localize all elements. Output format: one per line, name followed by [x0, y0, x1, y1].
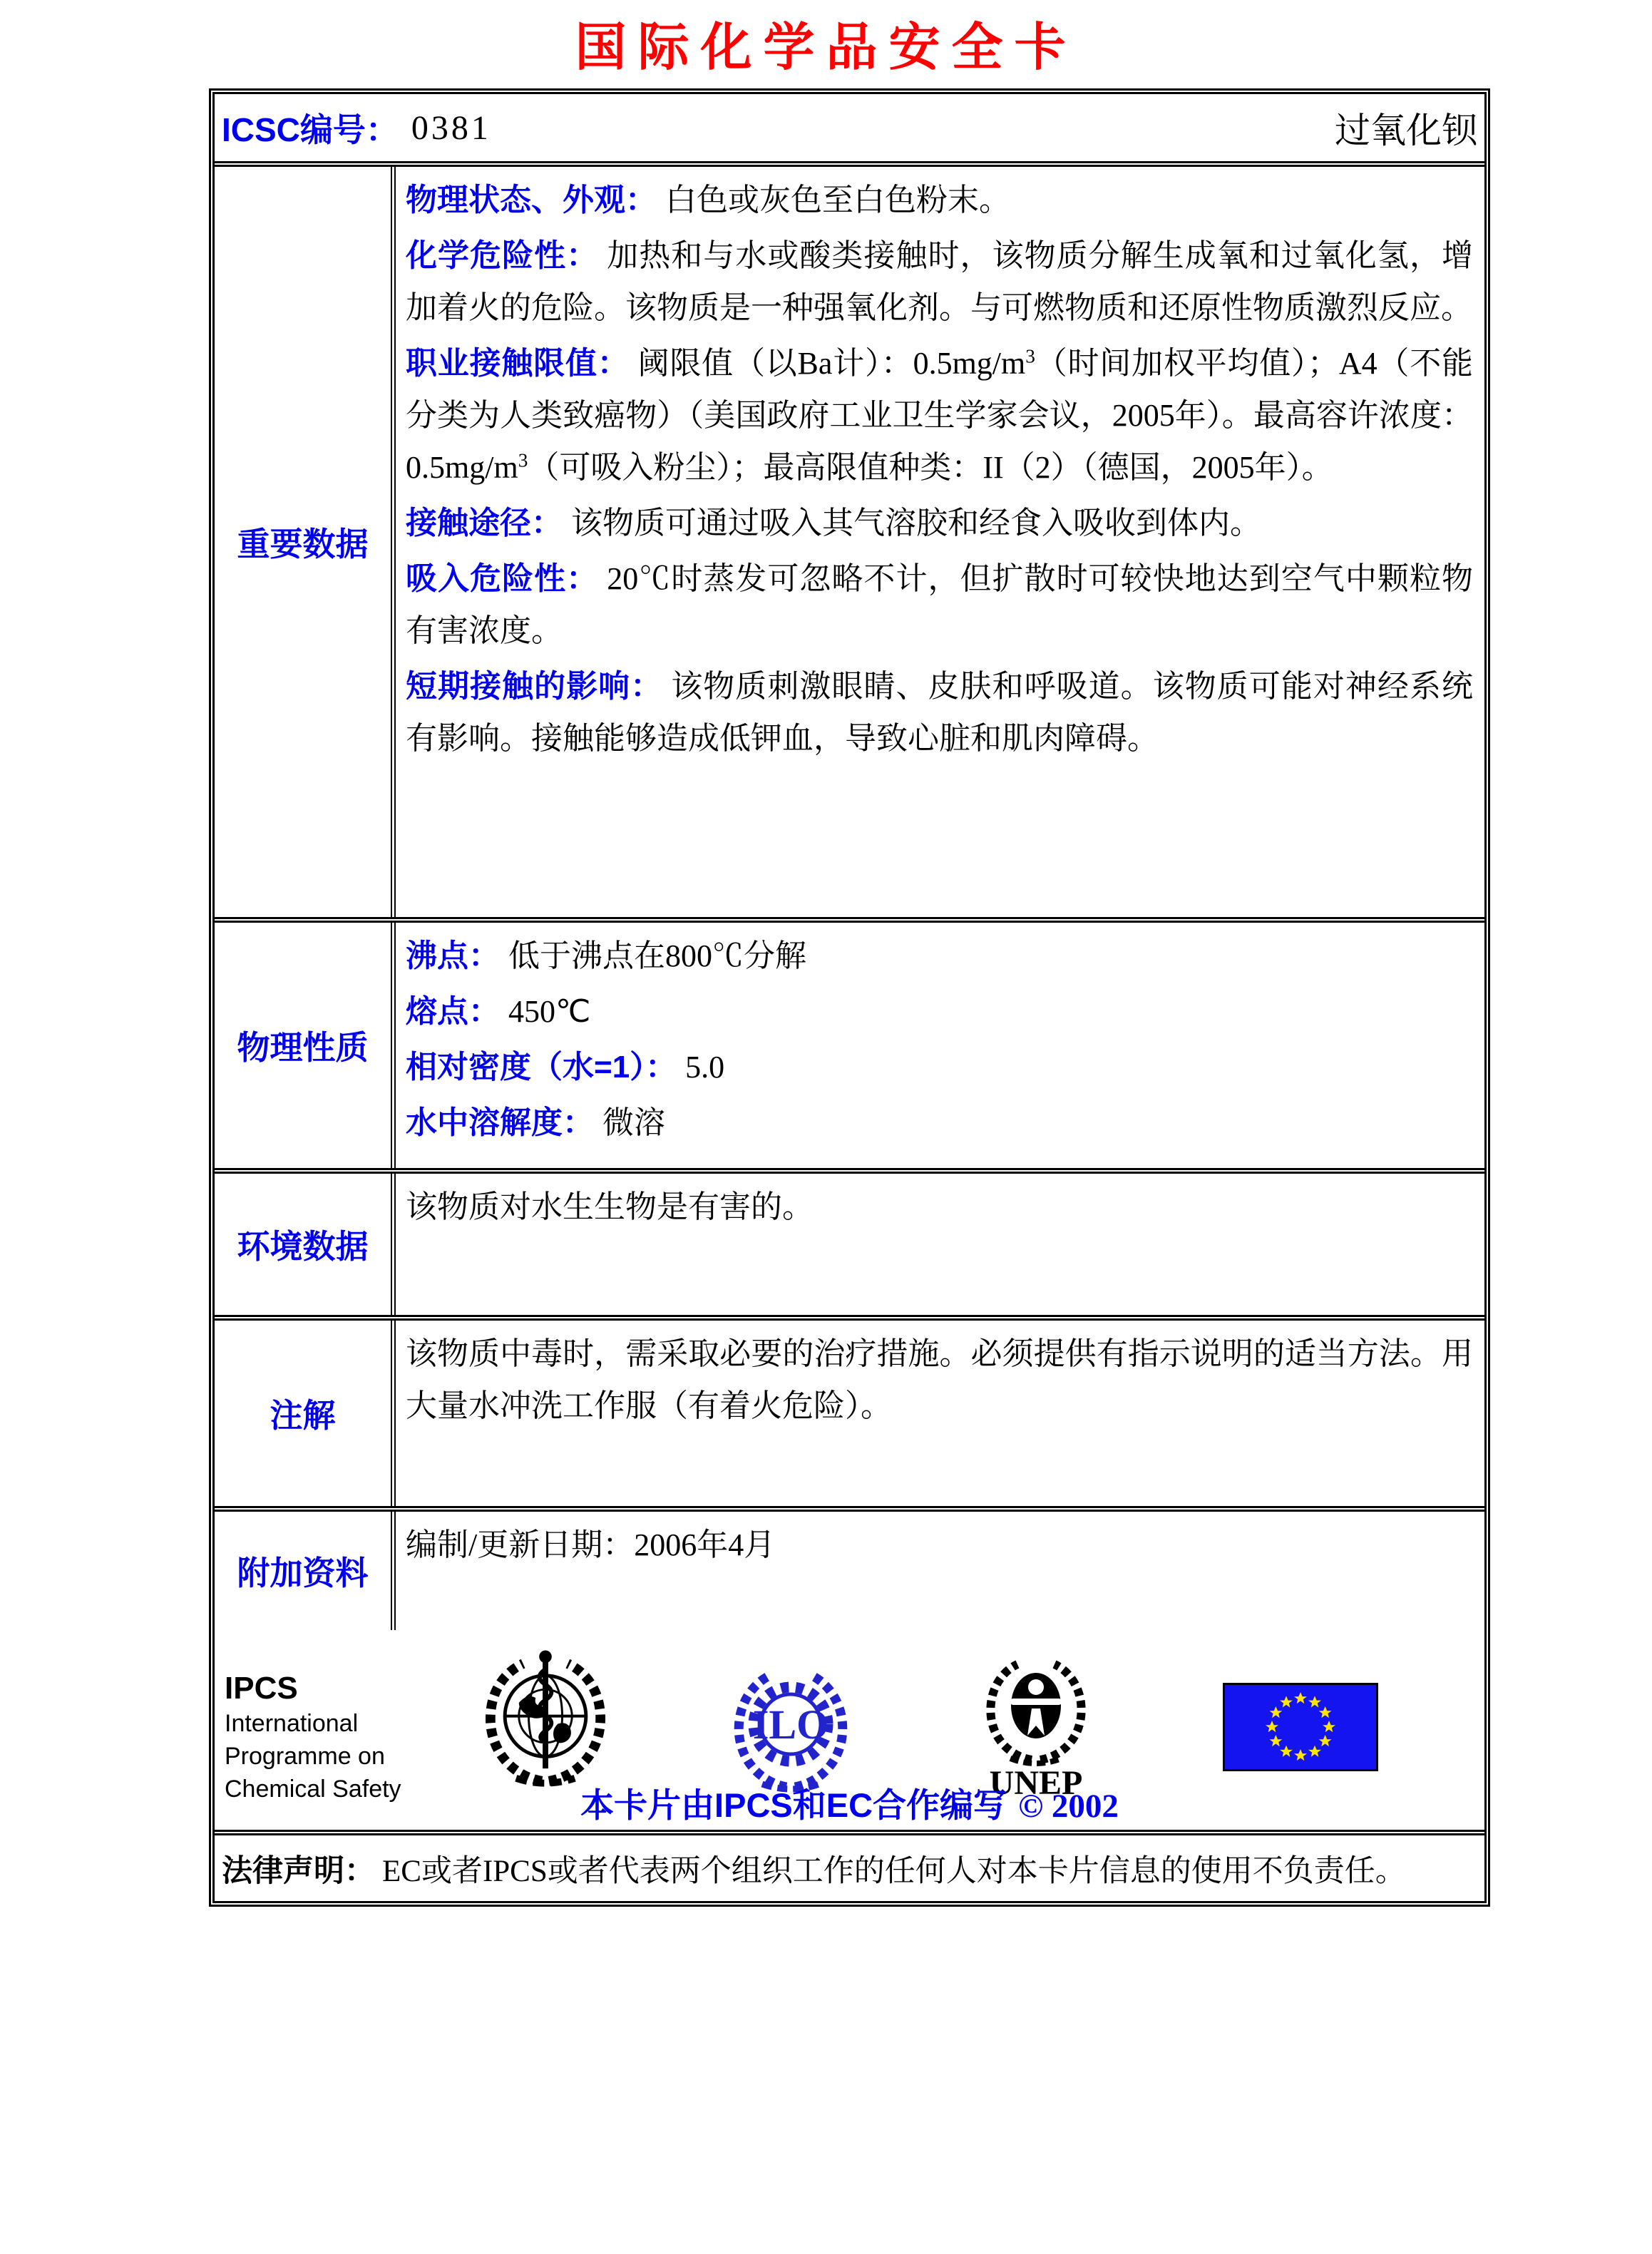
eu-flag-icon: [1223, 1683, 1378, 1771]
field-label: 职业接触限值：: [406, 346, 630, 381]
page-title: 国际化学品安全卡: [575, 19, 1077, 76]
section-content-notes: [396, 1321, 1484, 1506]
field-label: 沸点：: [406, 938, 500, 973]
unep-icon: [975, 1646, 1097, 1801]
section-environmental-data: [215, 1174, 1484, 1321]
field: 短期接触的影响： 该物质刺激眼睛、皮肤和呼吸道。该物质可能对神经系统有影响。接触能够造成低钾血，导致心脏和肌肉障碍。: [406, 669, 1473, 756]
section-physical-properties: [215, 923, 1484, 1174]
field: 化学危险性： 加热和与水或酸类接触时，该物质分解生成氧和过氧化氢，增加着火的危险。该物质是一种强氧化剂。与可燃物质和还原性物质激烈反应。: [406, 238, 1473, 325]
section-content-additional-info: [396, 1512, 1484, 1630]
legal-text: EC或者IPCS或者代表两个组织工作的任何人对本卡片信息的使用不负责任。: [382, 1854, 1406, 1888]
ipcs-line-2: Programme on: [225, 1743, 385, 1770]
ilo-logo-text: ILO: [752, 1701, 829, 1748]
field: 职业接触限值： 阈限值（以Ba计）：$0.5mg/m^3$（时间加权平均值）；A4（不能分类为人类致癌物）（美国政府工业卫生学家会议，2005年）。最高容许浓度：$0.5mg/m^3$（可吸入粉尘）；最高限值种类：II（2）（德国，2005年）。: [406, 345, 1473, 485]
section-label-important-data: 重要数据: [215, 167, 396, 917]
field-label: 熔点：: [406, 994, 500, 1029]
copyright-line: [215, 1779, 1484, 1827]
field: 接触途径： 该物质可通过吸入其气溶胶和经食入吸收到体内。: [406, 506, 1261, 541]
section-content-physical-properties: [396, 923, 1484, 1168]
footer-row: [215, 1630, 1484, 1835]
section-label-environmental-data: 环境数据: [215, 1174, 396, 1315]
sections-container: [215, 167, 1484, 1630]
superscript: 3: [518, 449, 528, 471]
ipcs-acronym: IPCS: [225, 1671, 298, 1706]
who-icon: [476, 1647, 615, 1793]
icsc-card: [209, 88, 1490, 1907]
section-notes: [215, 1321, 1484, 1512]
field-label: 相对密度（水=1）：: [406, 1050, 677, 1085]
section-label-physical-properties: 物理性质: [215, 923, 396, 1168]
field-label: 吸入危险性：: [406, 561, 599, 596]
field: 物理状态、外观： 白色或灰色至白色粉末。: [406, 183, 1010, 217]
field-label: 水中溶解度：: [406, 1105, 594, 1140]
ipcs-line-3: Chemical Safety: [225, 1776, 401, 1803]
field-label: 物理状态、外观：: [406, 183, 657, 217]
field: 该物质对水生生物是有害的。: [406, 1189, 814, 1224]
field-label: 化学危险性：: [406, 238, 599, 273]
field: 熔点： 450℃: [406, 994, 591, 1029]
section-important-data: [215, 167, 1484, 923]
icsc-number-label: ICSC编号：: [222, 111, 399, 148]
copyright-year: © 2002: [1018, 1788, 1119, 1825]
field: 该物质中毒时，需采取必要的治疗措施。必须提供有指示说明的适当方法。用大量水冲洗工作服（有着火危险）。: [406, 1336, 1473, 1423]
chemical-name: 过氧化钡: [1335, 111, 1477, 150]
field: 吸入危险性： 20℃时蒸发可忽略不计，但扩散时可较快地达到空气中颗粒物有害浓度。: [406, 561, 1473, 648]
copyright-text: 本卡片由IPCS和EC合作编写: [580, 1786, 1007, 1824]
section-additional-info: [215, 1512, 1484, 1630]
field-label: 接触途径：: [406, 506, 563, 541]
field: 相对密度（水=1）： 5.0: [406, 1050, 725, 1085]
section-label-notes: 注解: [215, 1321, 396, 1506]
field: 编制/更新日期：2006年4月: [406, 1527, 776, 1562]
section-content-important-data: [396, 167, 1484, 917]
header-row: [215, 94, 1484, 167]
ipcs-line-1: International: [225, 1710, 359, 1737]
section-content-environmental-data: [396, 1174, 1484, 1315]
field: 沸点： 低于沸点在800℃分解: [406, 938, 806, 973]
field-label: 短期接触的影响：: [406, 669, 663, 704]
superscript: 3: [1025, 345, 1035, 367]
field: 水中溶解度： 微溶: [406, 1105, 665, 1140]
ilo-icon: [725, 1659, 856, 1795]
unep-logo-text: UNEP: [989, 1764, 1083, 1801]
legal-row: [215, 1835, 1484, 1901]
icsc-number-value: 0381: [411, 108, 491, 147]
section-label-additional-info: 附加资料: [215, 1512, 396, 1630]
legal-label: 法律声明：: [222, 1853, 375, 1888]
